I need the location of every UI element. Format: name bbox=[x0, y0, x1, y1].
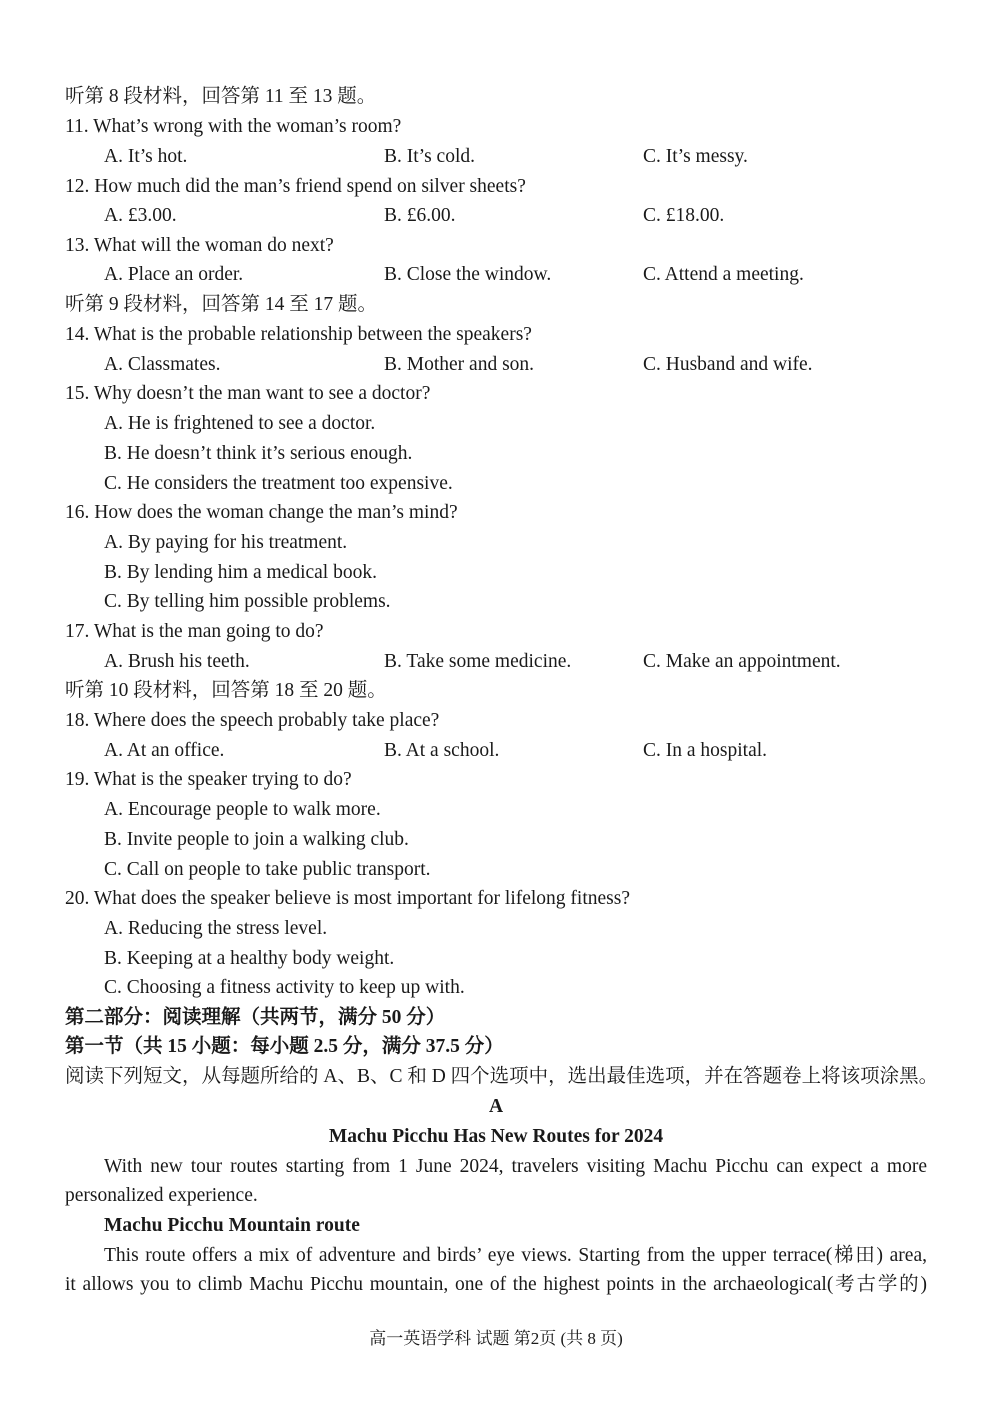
section-heading-8: 听第 8 段材料，回答第 11 至 13 题。 bbox=[65, 86, 377, 107]
section-heading-9: 听第 9 段材料，回答第 14 至 17 题。 bbox=[65, 294, 378, 315]
passage-paragraph-1-line-2: personalized experience. bbox=[65, 1185, 258, 1206]
passage-paragraph-1-line-1: With new tour routes starting from 1 June 2024, travelers visiting Machu Picchu can expect a more bbox=[104, 1156, 927, 1177]
q11-option-c: C. It’s messy. bbox=[643, 146, 748, 167]
question-18: 18. Where does the speech probably take place? bbox=[65, 710, 440, 731]
part2-title: 第二部分：阅读理解（共两节，满分 50 分） bbox=[65, 1007, 446, 1028]
q13-option-b: B. Close the window. bbox=[384, 264, 552, 285]
q16-option-c: C. By telling him possible problems. bbox=[104, 591, 391, 612]
question-20: 20. What does the speaker believe is most important for lifelong fitness? bbox=[65, 888, 630, 909]
part2-section1-title: 第一节（共 15 小题：每小题 2.5 分，满分 37.5 分） bbox=[65, 1036, 504, 1057]
q11-option-a: A. It’s hot. bbox=[104, 146, 188, 167]
question-16: 16. How does the woman change the man’s mind? bbox=[65, 502, 458, 523]
q15-option-a: A. He is frightened to see a doctor. bbox=[104, 413, 376, 434]
passage-paragraph-2-line-2: it allows you to climb Machu Picchu mountain, one of the highest points in the archaeological(考古学的) bbox=[65, 1274, 927, 1295]
q20-option-c: C. Choosing a fitness activity to keep up with. bbox=[104, 977, 465, 998]
passage-title: Machu Picchu Has New Routes for 2024 bbox=[328, 1126, 664, 1147]
passage-subheading: Machu Picchu Mountain route bbox=[104, 1215, 360, 1236]
section-heading-10: 听第 10 段材料，回答第 18 至 20 题。 bbox=[65, 680, 387, 701]
q18-option-c: C. In a hospital. bbox=[643, 740, 768, 761]
q13-option-c: C. Attend a meeting. bbox=[643, 264, 804, 285]
q17-option-c: C. Make an appointment. bbox=[643, 651, 841, 672]
q12-option-c: C. £18.00. bbox=[643, 205, 725, 226]
q17-option-b: B. Take some medicine. bbox=[384, 651, 572, 672]
question-12: 12. How much did the man’s friend spend on silver sheets? bbox=[65, 176, 526, 197]
q18-option-b: B. At a school. bbox=[384, 740, 500, 761]
q15-option-c: C. He considers the treatment too expensive. bbox=[104, 473, 453, 494]
q16-option-b: B. By lending him a medical book. bbox=[104, 562, 377, 583]
q15-option-b: B. He doesn’t think it’s serious enough. bbox=[104, 443, 413, 464]
part2-instruction: 阅读下列短文，从每题所给的 A、B、C 和 D 四个选项中，选出最佳选项，并在答题卷上将该项涂黑。 bbox=[65, 1066, 939, 1087]
q11-option-b: B. It’s cold. bbox=[384, 146, 475, 167]
q19-option-c: C. Call on people to take public transport. bbox=[104, 859, 431, 880]
q20-option-a: A. Reducing the stress level. bbox=[104, 918, 328, 939]
question-19: 19. What is the speaker trying to do? bbox=[65, 769, 352, 790]
passage-label: A bbox=[488, 1096, 504, 1117]
q14-option-b: B. Mother and son. bbox=[384, 354, 535, 375]
q19-option-a: A. Encourage people to walk more. bbox=[104, 799, 381, 820]
question-15: 15. Why doesn’t the man want to see a doctor? bbox=[65, 383, 431, 404]
q18-option-a: A. At an office. bbox=[104, 740, 225, 761]
question-17: 17. What is the man going to do? bbox=[65, 621, 324, 642]
q14-option-c: C. Husband and wife. bbox=[643, 354, 813, 375]
passage-paragraph-2-line-1: This route offers a mix of adventure and birds’ eye views. Starting from the upper terrace(梯田) area, bbox=[104, 1245, 927, 1266]
q16-option-a: A. By paying for his treatment. bbox=[104, 532, 348, 553]
q13-option-a: A. Place an order. bbox=[104, 264, 244, 285]
q12-option-a: A. £3.00. bbox=[104, 205, 177, 226]
question-11: 11. What’s wrong with the woman’s room? bbox=[65, 116, 402, 137]
q12-option-b: B. £6.00. bbox=[384, 205, 456, 226]
question-14: 14. What is the probable relationship between the speakers? bbox=[65, 324, 532, 345]
q19-option-b: B. Invite people to join a walking club. bbox=[104, 829, 409, 850]
question-13: 13. What will the woman do next? bbox=[65, 235, 334, 256]
q20-option-b: B. Keeping at a healthy body weight. bbox=[104, 948, 395, 969]
q14-option-a: A. Classmates. bbox=[104, 354, 221, 375]
q17-option-a: A. Brush his teeth. bbox=[104, 651, 250, 672]
page-footer: 高一英语学科 试题 第2页 (共 8 页) bbox=[369, 1329, 623, 1348]
